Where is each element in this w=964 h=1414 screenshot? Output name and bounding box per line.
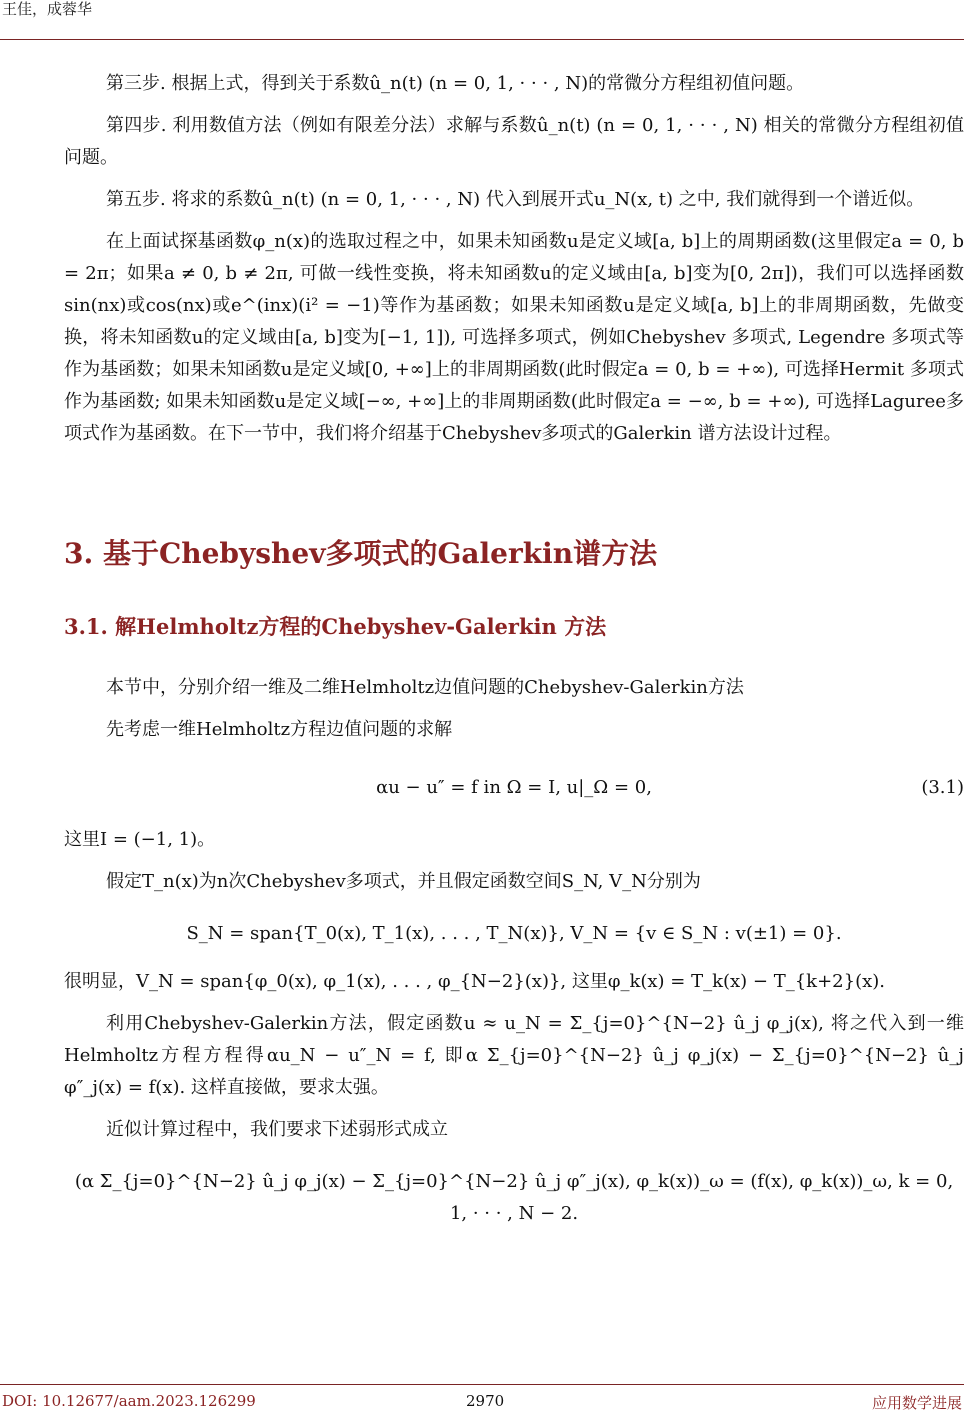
paragraph-galerkin-substitution: 利用Chebyshev-Galerkin方法，假定函数u ≈ u_N = Σ_{j=0}^{N−2} û_j φ_j(x), 将之代入到一维Helmholtz方程方程得αu_N − u″_N = f, 即α Σ_{j=0}^{N−2} û_j φ_j(x) − Σ_{j=0}^{N−2} û_j φ″_j(x) = f(x). 这样直接做，要求太强。 [64, 1013, 964, 1098]
paragraph-clearly: 很明显，V_N = span{φ_0(x), φ_1(x), . . . , φ_{N−2}(x)}, 这里φ_k(x) = T_k(x) − T_{k+2}(x). [64, 971, 885, 992]
header-rule [0, 39, 964, 40]
equation-3-1-body: αu − u″ = f in Ω = I, u|_Ω = 0, [376, 777, 652, 798]
paragraph-basis-functions: 在上面试探基函数φ_n(x)的选取过程之中，如果未知函数u是定义域[a, b]上的周期函数(这里假定a = 0, b = 2π；如果a ≠ 0, b ≠ 2π, 可做一线性变换，将未知函数u的定义域由[a, b]变为[0, 2π])，我们可以选择函数sin(nx)或cos(nx)或e^(inx)(i² = −1)等作为基函数；如果未知函数u是定义域[a, b]上的非周期函数，先做变换，将未知函数u的定义域由[a, b]变为[−1, 1]), 可选择多项式，例如Chebyshev 多项式, Legendre 多项式等作为基函数；如果未知函数u是定义域[0, +∞]上的非周期函数(此时假定a = 0, b = +∞), 可选择Hermit 多项式作为基函数; 如果未知函数u是定义域[−∞, +∞]上的非周期函数(此时假定a = −∞, b = +∞), 可选择Laguree多项式作为基函数。在下一节中，我们将介绍基于Chebyshev多项式的Galerkin 谱方法设计过程。 [64, 231, 964, 444]
paragraph-intro: 本节中，分别介绍一维及二维Helmholtz边值问题的Chebyshev-Galerkin方法 [106, 677, 744, 698]
paragraph-domain-I: 这里I = (−1, 1)。 [64, 829, 216, 850]
equation-3-1 [64, 772, 964, 804]
doi-link[interactable]: DOI: 10.12677/aam.2023.126299 [2, 1392, 256, 1410]
equation-function-spaces: S_N = span{T_0(x), T_1(x), . . . , T_N(x)}, V_N = {v ∈ S_N : v(±1) = 0}. [186, 923, 842, 944]
page-number: 2970 [466, 1392, 505, 1410]
equation-weak-form: (α Σ_{j=0}^{N−2} û_j φ_j(x) − Σ_{j=0}^{N−2} û_j φ″_j(x), φ_k(x))_ω = (f(x), φ_k(x))_ω, k = 0, 1, · · · , N − 2. [74, 1171, 954, 1224]
paragraph-step5: 第五步. 将求的系数û_n(t) (n = 0, 1, · · · , N) 代入到展开式u_N(x, t) 之中, 我们就得到一个谱近似。 [106, 189, 925, 210]
footer-rule [0, 1384, 964, 1385]
paragraph-step3: 第三步. 根据上式，得到关于系数û_n(t) (n = 0, 1, · · · , N)的常微分方程组初值问题。 [106, 73, 805, 94]
page-footer [0, 1384, 964, 1414]
equation-number: (3.1) [921, 777, 964, 798]
paragraph-consider: 先考虑一维Helmholtz方程边值问题的求解 [106, 719, 453, 740]
journal-name: 应用数学进展 [871, 1394, 962, 1412]
page-body [64, 68, 964, 1230]
section-heading-3: 3. 基于Chebyshev多项式的Galerkin谱方法 [64, 537, 658, 570]
paragraph-step4: 第四步. 利用数值方法（例如有限差分法）求解与系数û_n(t) (n = 0, 1, · · · , N) 相关的常微分方程组初值问题。 [64, 115, 964, 168]
subsection-heading-3-1: 3.1. 解Helmholtz方程的Chebyshev-Galerkin 方法 [64, 614, 607, 639]
running-head-authors: 王佳，成蓉华 [2, 0, 93, 18]
paragraph-weak-form-intro: 近似计算过程中，我们要求下述弱形式成立 [106, 1119, 448, 1140]
page-header [0, 0, 964, 40]
paragraph-assume-spaces: 假定T_n(x)为n次Chebyshev多项式，并且假定函数空间S_N, V_N分别为 [106, 871, 701, 892]
